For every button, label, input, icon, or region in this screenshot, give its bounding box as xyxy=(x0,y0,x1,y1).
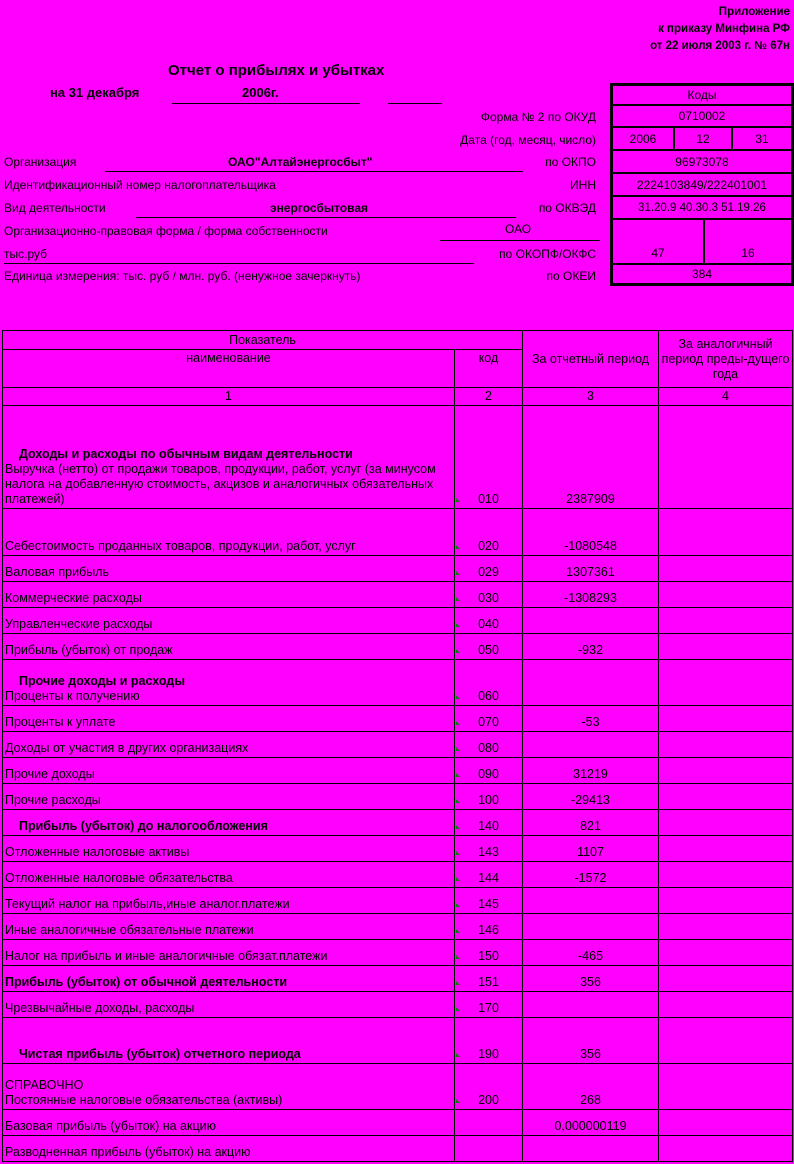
col-prev-label: За аналогичный период преды-дущего года xyxy=(661,336,790,381)
col-current-label: За отчетный период xyxy=(531,351,650,366)
row-name: Выручка (нетто) от продажи товаров, продукции, работ, услуг (за минусом налога на добавленную стоимость, акцизов и аналогичных обязательных платежей) xyxy=(5,462,436,506)
row-current-value: 1107 xyxy=(523,836,659,862)
code-date-month: 12 xyxy=(674,127,732,150)
row-prev-value xyxy=(659,608,793,634)
org-underline xyxy=(105,171,523,172)
col-num-1: 1 xyxy=(3,388,455,406)
cell-marker-icon xyxy=(456,929,460,933)
row-code xyxy=(455,1110,523,1136)
code-okpo: 96973078 xyxy=(612,150,792,173)
row-name-cell xyxy=(3,732,455,758)
cell-marker-icon xyxy=(456,903,460,907)
cell-marker-icon xyxy=(456,721,460,725)
row-name-cell xyxy=(3,1018,455,1064)
legal-form-sub: тыс.руб xyxy=(4,247,48,261)
col-name: наименование xyxy=(3,350,455,388)
row-prev-value xyxy=(659,1136,793,1162)
row-current-value xyxy=(523,1136,659,1162)
table-row xyxy=(3,810,793,836)
row-name-cell xyxy=(3,1136,455,1162)
row-code: 029 xyxy=(455,556,523,582)
table-row xyxy=(3,836,793,862)
row-prev-value xyxy=(659,556,793,582)
row-name-cell xyxy=(3,914,455,940)
row-current-value: -465 xyxy=(523,940,659,966)
row-code: 151 xyxy=(455,966,523,992)
row-name: Отложенные налоговые обязательства xyxy=(5,871,233,885)
row-name-cell xyxy=(3,862,455,888)
row-name: Прибыль (убыток) до налогообложения xyxy=(19,819,268,833)
row-name: Прочие доходы xyxy=(5,767,95,781)
row-current-value xyxy=(523,608,659,634)
row-code: 140 xyxy=(455,810,523,836)
row-prev-value xyxy=(659,888,793,914)
okved-label: по ОКВЭД xyxy=(538,201,596,215)
cell-marker-icon xyxy=(456,877,460,881)
row-prev-value xyxy=(659,509,793,556)
row-code: 100 xyxy=(455,784,523,810)
row-name: Иные аналогичные обязательные платежи xyxy=(5,923,254,937)
col-code: код xyxy=(455,350,523,388)
row-name: Прочие расходы xyxy=(5,793,101,807)
row-current-value: 821 xyxy=(523,810,659,836)
table-row xyxy=(3,1110,793,1136)
inn-label: ИНН xyxy=(570,178,596,192)
cell-marker-icon xyxy=(456,1007,460,1011)
col-prev xyxy=(659,331,793,388)
row-name: Проценты к уплате xyxy=(5,715,116,729)
row-code xyxy=(455,1136,523,1162)
row-name-cell xyxy=(3,660,455,706)
table-row xyxy=(3,862,793,888)
cell-marker-icon xyxy=(456,851,460,855)
row-name: Доходы от участия в других организациях xyxy=(5,741,249,755)
cell-marker-icon xyxy=(456,773,460,777)
row-current-value: -1308293 xyxy=(523,582,659,608)
cell-marker-icon xyxy=(456,981,460,985)
row-current-value: 356 xyxy=(523,966,659,992)
annex-line-3: от 22 июля 2003 г. № 67н xyxy=(650,40,790,52)
row-prev-value xyxy=(659,1110,793,1136)
col-num-4: 4 xyxy=(659,388,793,406)
code-okopf: 47 xyxy=(612,219,704,264)
activity-label: Вид деятельности xyxy=(4,201,106,215)
row-current-value xyxy=(523,888,659,914)
row-code: 070 xyxy=(455,706,523,732)
cell-marker-icon xyxy=(456,571,460,575)
row-prev-value xyxy=(659,810,793,836)
legal-form-label: Организационно-правовая форма / форма собственности xyxy=(4,224,328,238)
cell-marker-icon xyxy=(456,545,460,549)
col-indicator: Показатель xyxy=(3,331,523,350)
row-prev-value xyxy=(659,732,793,758)
cell-marker-icon xyxy=(456,747,460,751)
row-name: Прибыль (убыток) от обычной деятельности xyxy=(5,975,288,989)
row-current-value xyxy=(523,660,659,706)
row-current-value: -932 xyxy=(523,634,659,660)
cell-marker-icon xyxy=(456,825,460,829)
table-row xyxy=(3,732,793,758)
row-current-value xyxy=(523,992,659,1018)
okud-label: Форма № 2 по ОКУД xyxy=(480,110,596,124)
row-code: 146 xyxy=(455,914,523,940)
report-title: Отчет о прибылях и убытках xyxy=(168,62,385,79)
code-okved: 31.20.9 40.30.3 51.19.26 xyxy=(612,196,792,219)
row-code: 145 xyxy=(455,888,523,914)
row-name: Коммерческие расходы xyxy=(5,591,142,605)
table-row xyxy=(3,992,793,1018)
cell-marker-icon xyxy=(456,597,460,601)
table-row xyxy=(3,784,793,810)
row-prev-value xyxy=(659,940,793,966)
row-prev-value xyxy=(659,966,793,992)
date-underline-2 xyxy=(388,103,442,104)
annex-note xyxy=(650,4,790,55)
table-row xyxy=(3,509,793,556)
row-prev-value xyxy=(659,660,793,706)
sub-underline xyxy=(4,263,474,264)
row-prev-value xyxy=(659,758,793,784)
row-code: 090 xyxy=(455,758,523,784)
row-current-value: 356 xyxy=(523,1018,659,1064)
row-name: Чрезвычайные доходы, расходы xyxy=(5,1001,195,1015)
annex-line-1: Приложение xyxy=(718,6,790,18)
row-current-value: 31219 xyxy=(523,758,659,784)
report-body xyxy=(3,406,793,1162)
row-code: 060 xyxy=(455,660,523,706)
row-prev-value xyxy=(659,862,793,888)
row-prev-value xyxy=(659,836,793,862)
okei-label: по ОКЕИ xyxy=(546,269,596,283)
row-name-cell xyxy=(3,888,455,914)
table-row xyxy=(3,1018,793,1064)
row-code: 200 xyxy=(455,1064,523,1110)
row-name: Проценты к получению xyxy=(5,689,140,703)
section-heading: Доходы и расходы по обычным видам деятельности xyxy=(19,447,353,461)
cell-marker-icon xyxy=(456,1053,460,1057)
activity-value: энергосбытовая xyxy=(270,201,369,215)
row-code: 190 xyxy=(455,1018,523,1064)
section-heading: СПРАВОЧНО xyxy=(5,1078,84,1092)
org-value: ОАО"Алтайэнергосбыт" xyxy=(228,155,373,169)
code-date-day: 31 xyxy=(732,127,792,150)
row-name-cell xyxy=(3,940,455,966)
table-row xyxy=(3,706,793,732)
report-year: 2006г. xyxy=(242,85,279,100)
row-current-value: -29413 xyxy=(523,784,659,810)
row-prev-value xyxy=(659,706,793,732)
okpo-label: по ОКПО xyxy=(545,155,596,169)
row-prev-value xyxy=(659,406,793,509)
row-name: Прибыль (убыток) от продаж xyxy=(5,643,173,657)
codes-header: Коды xyxy=(612,85,792,105)
unit-label: Единица измерения: тыс. руб / млн. руб. (ненужное зачеркнуть) xyxy=(4,269,361,283)
table-row xyxy=(3,758,793,784)
row-prev-value xyxy=(659,992,793,1018)
table-row xyxy=(3,940,793,966)
table-row xyxy=(3,634,793,660)
cell-marker-icon xyxy=(456,623,460,627)
row-current-value xyxy=(523,732,659,758)
row-code: 150 xyxy=(455,940,523,966)
row-name: Текущий налог на прибыль,иные аналог.платежи xyxy=(5,897,290,911)
row-current-value: 2387909 xyxy=(523,406,659,509)
row-name: Постоянные налоговые обязательства (активы) xyxy=(5,1093,283,1107)
row-prev-value xyxy=(659,634,793,660)
row-name-cell xyxy=(3,1110,455,1136)
row-prev-value xyxy=(659,1018,793,1064)
date-underline xyxy=(172,103,360,104)
report-table xyxy=(2,330,793,1162)
row-name-cell xyxy=(3,608,455,634)
row-prev-value xyxy=(659,582,793,608)
row-code: 020 xyxy=(455,509,523,556)
row-name-cell xyxy=(3,966,455,992)
row-current-value: -53 xyxy=(523,706,659,732)
org-label: Организация xyxy=(4,155,77,169)
col-num-3: 3 xyxy=(523,388,659,406)
row-current-value: -1572 xyxy=(523,862,659,888)
table-row xyxy=(3,608,793,634)
row-code: 143 xyxy=(455,836,523,862)
row-name: Чистая прибыль (убыток) отчетного периода xyxy=(19,1047,301,1061)
row-name-cell xyxy=(3,836,455,862)
row-name: Управленческие расходы xyxy=(5,617,153,631)
table-row xyxy=(3,1136,793,1162)
table-row xyxy=(3,556,793,582)
row-name: Базовая прибыль (убыток) на акцию xyxy=(5,1119,216,1133)
table-row xyxy=(3,406,793,509)
row-code: 050 xyxy=(455,634,523,660)
code-okei: 384 xyxy=(612,264,792,284)
code-okfs: 16 xyxy=(704,219,792,264)
table-row xyxy=(3,914,793,940)
row-name: Себестоимость проданных товаров, продукции, работ, услуг xyxy=(5,539,356,553)
row-name-cell xyxy=(3,582,455,608)
legal-form-underline xyxy=(440,240,600,241)
col-current xyxy=(523,331,659,388)
row-prev-value xyxy=(659,784,793,810)
row-code: 170 xyxy=(455,992,523,1018)
row-name: Отложенные налоговые активы xyxy=(5,845,190,859)
table-row xyxy=(3,660,793,706)
row-code: 040 xyxy=(455,608,523,634)
row-name-cell xyxy=(3,758,455,784)
row-name-cell xyxy=(3,1064,455,1110)
row-code: 030 xyxy=(455,582,523,608)
cell-marker-icon xyxy=(456,649,460,653)
row-name-cell xyxy=(3,406,455,509)
row-current-value: 1307361 xyxy=(523,556,659,582)
code-okud: 0710002 xyxy=(612,105,792,127)
row-current-value: 0,000000119 xyxy=(523,1110,659,1136)
report-date-prefix: на 31 декабря xyxy=(50,85,140,100)
row-current-value: 268 xyxy=(523,1064,659,1110)
table-row xyxy=(3,1064,793,1110)
activity-underline xyxy=(136,217,516,218)
row-name-cell xyxy=(3,706,455,732)
row-code: 080 xyxy=(455,732,523,758)
row-name: Налог на прибыль и иные аналогичные обязат.платежи xyxy=(5,949,328,963)
code-inn: 2224103849/222401001 xyxy=(612,173,792,196)
row-name: Валовая прибыль xyxy=(5,565,110,579)
cell-marker-icon xyxy=(456,955,460,959)
row-prev-value xyxy=(659,1064,793,1110)
row-name-cell xyxy=(3,509,455,556)
date-label: Дата (год, месяц, число) xyxy=(460,133,596,147)
row-current-value: -1080548 xyxy=(523,509,659,556)
row-current-value xyxy=(523,914,659,940)
row-name-cell xyxy=(3,784,455,810)
annex-line-2: к приказу Минфина РФ xyxy=(658,23,790,35)
cell-marker-icon xyxy=(456,799,460,803)
row-name: Разводненная прибыль (убыток) на акцию xyxy=(5,1145,251,1159)
row-name-cell xyxy=(3,810,455,836)
table-row xyxy=(3,966,793,992)
cell-marker-icon xyxy=(456,695,460,699)
row-name-cell xyxy=(3,992,455,1018)
legal-form-value: ОАО xyxy=(505,222,532,236)
okopf-label: по ОКОПФ/ОКФС xyxy=(499,247,596,261)
row-code: 144 xyxy=(455,862,523,888)
row-code: 010 xyxy=(455,406,523,509)
section-heading: Прочие доходы и расходы xyxy=(19,674,186,688)
table-row xyxy=(3,888,793,914)
row-name-cell xyxy=(3,556,455,582)
code-date-year: 2006 xyxy=(612,127,674,150)
cell-marker-icon xyxy=(456,498,460,502)
col-num-2: 2 xyxy=(455,388,523,406)
inn-label-long: Идентификационный номер налогоплательщика xyxy=(4,178,276,192)
row-name-cell xyxy=(3,634,455,660)
table-row xyxy=(3,582,793,608)
cell-marker-icon xyxy=(456,1099,460,1103)
row-prev-value xyxy=(659,914,793,940)
